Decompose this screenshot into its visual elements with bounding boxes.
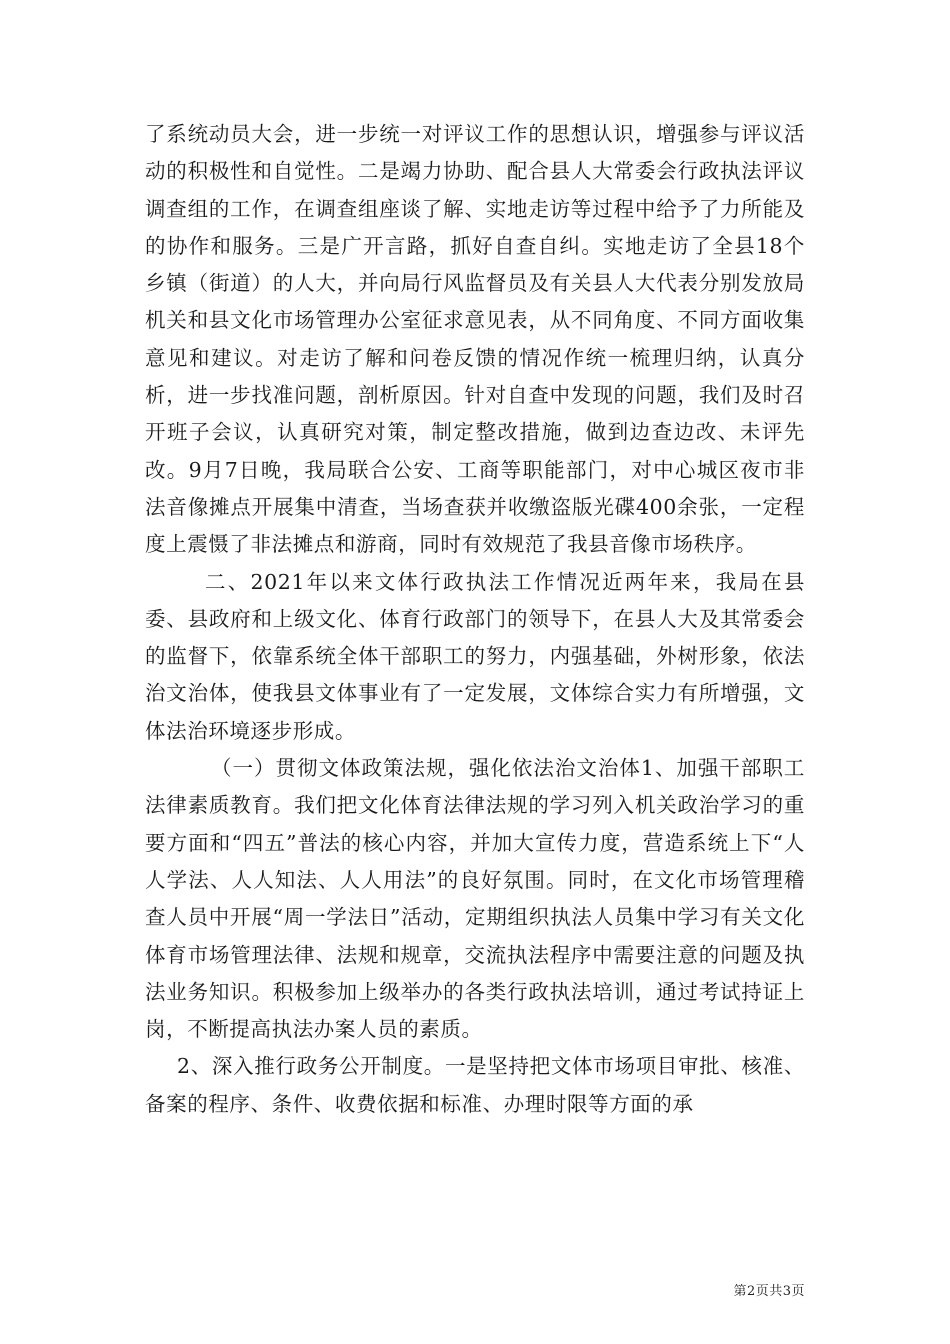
document-body — [145, 116, 805, 1123]
paragraph-section-two: 二、2021年以来文体行政执法工作情况近两年来，我局在县委、县政府和上级文化、体育行政部门的领导下，在县人大及其常委会的监督下，依靠系统全体干部职工的努力，内强基础，外树形象，依法治文治体，使我县文体事业有了一定发展，文体综合实力有所增强，文体法治环境逐步形成。 — [145, 569, 805, 743]
page-number-footer: 第2页共3页 — [733, 1284, 805, 1299]
paragraph-subsection-one: （一）贯彻文体政策法规，强化依法治文治体1、加强干部职工法律素质教育。我们把文化体育法律法规的学习列入机关政治学习的重要方面和“四五”普法的核心内容，并加大宣传力度，营造系统上下“人人学法、人人知法、人人用法”的良好氛围。同时，在文化市场管理稽查人员中开展“周一学法日”活动，定期组织执法人员集中学习有关文化体育市场管理法律、法规和规章，交流执法程序中需要注意的问题及执法业务知识。积极参加上级举办的各类行政执法培训，通过考试持证上岗，不断提高执法办案人员的素质。 — [145, 756, 805, 1042]
paragraph-continuation: 了系统动员大会，进一步统一对评议工作的思想认识，增强参与评议活动的积极性和自觉性。二是竭力协助、配合县人大常委会行政执法评议调查组的工作，在调查组座谈了解、实地走访等过程中给予了力所能及的协作和服务。三是广开言路，抓好自查自纠。实地走访了全县18个乡镇（街道）的人大，并向局行风监督员及有关县人大代表分别发放局机关和县文化市场管理办公室征求意见表，从不同角度、不同方面收集意见和建议。对走访了解和问卷反馈的情况作统一梳理归纳，认真分析，进一步找准问题，剖析原因。针对自查中发现的问题，我们及时召开班子会议，认真研究对策，制定整改措施，做到边查边改、未评先改。9月7日晚，我局联合公安、工商等职能部门，对中心城区夜市非法音像摊点开展集中清查，当场查获并收缴盗版光碟400余张，一定程度上震慑了非法摊点和游商，同时有效规范了我县音像市场秩序。 — [145, 122, 805, 557]
paragraph-item-two: 2、深入推行政务公开制度。一是坚持把文体市场项目审批、核准、备案的程序、条件、收费依据和标准、办理时限等方面的承 — [145, 1054, 805, 1116]
